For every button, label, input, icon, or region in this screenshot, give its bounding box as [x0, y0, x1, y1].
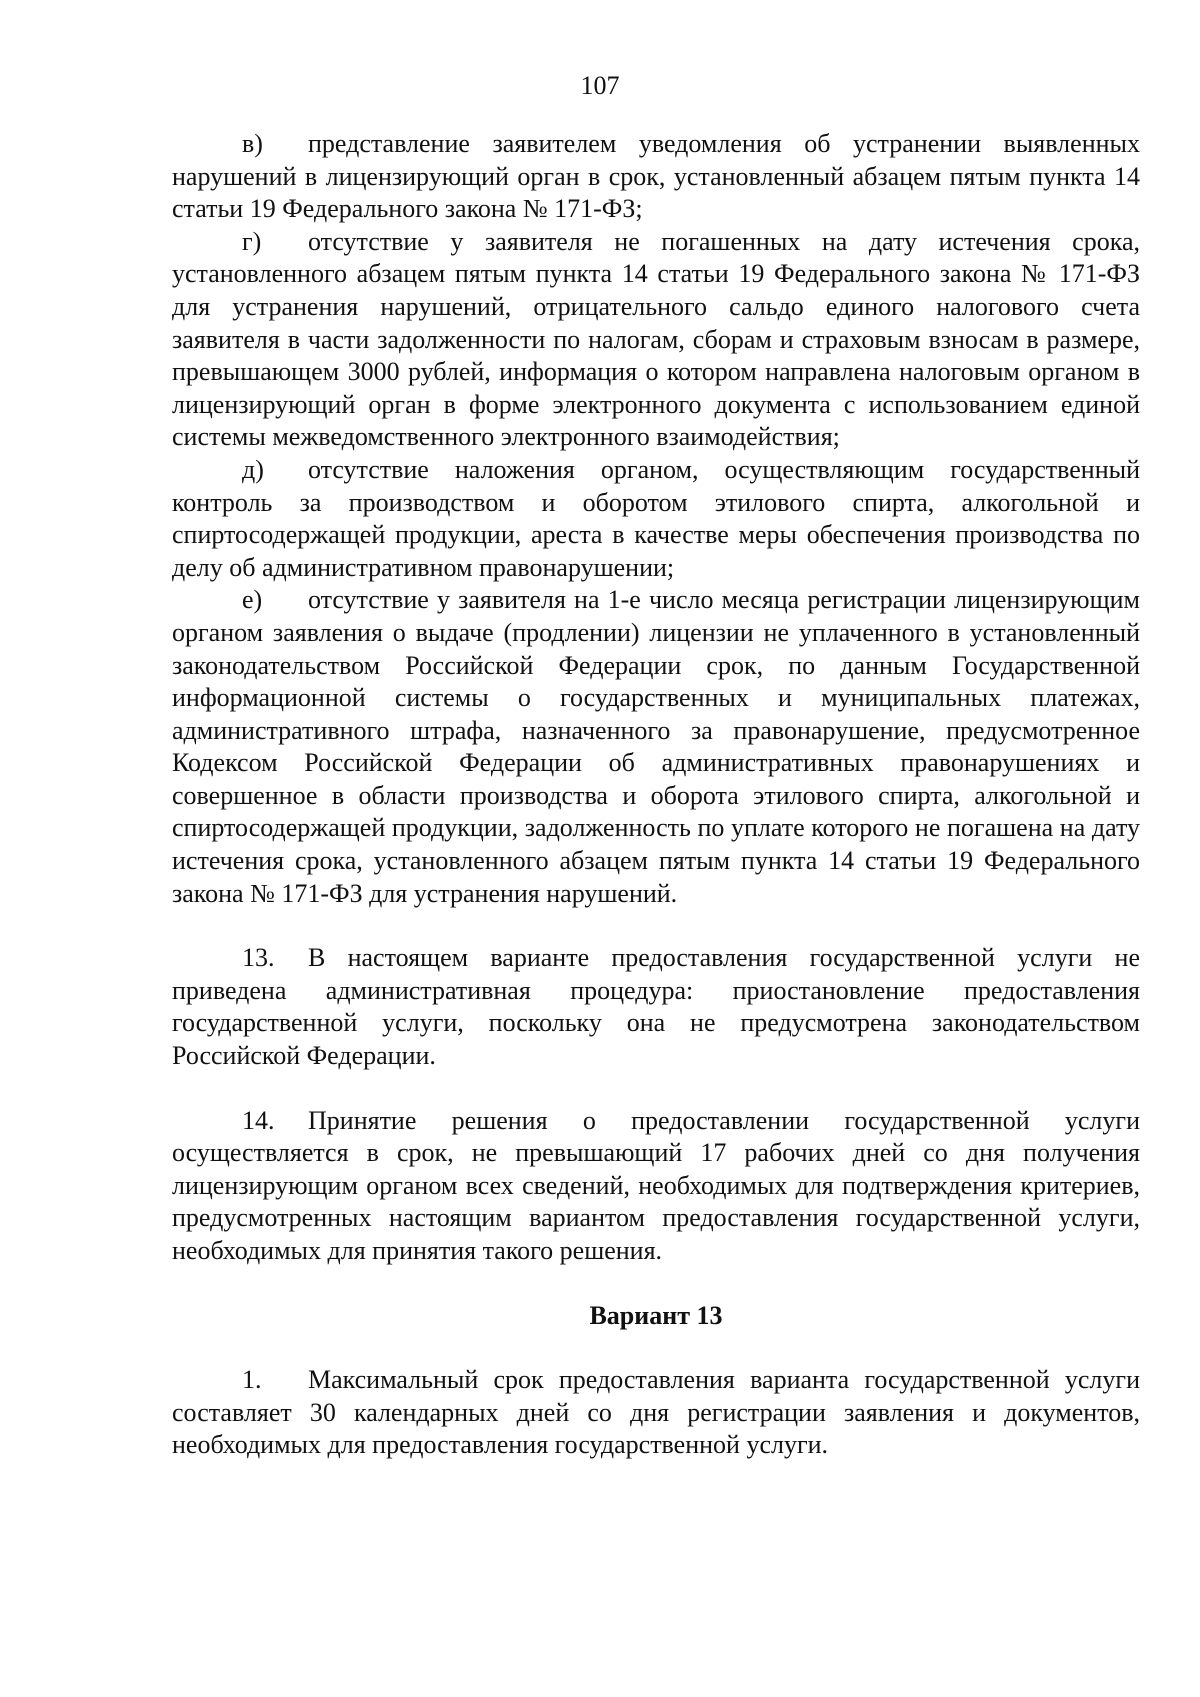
- paragraph-14: [172, 1105, 1140, 1268]
- paragraph-spacer: [172, 1332, 1140, 1364]
- paragraph-g: [172, 226, 1140, 454]
- paragraph-text: Максимальный срок предоставления варианта государственной услуги составляет 30 календарных дней со дня регистрации заявления и документов, необходимых для предоставления государственной услуги.: [172, 1365, 1140, 1460]
- paragraph-text: отсутствие у заявителя не погашенных на дату истечения срока, установленного абзацем пятым пункта 14 статьи 19 Федерального закона № 171-ФЗ для устранения нарушений, отрицательного сальдо единого налогового счета заявителя в части задолженности по налогам, сборам и страховым взносам в размере, превышающем 3000 рублей, информация о котором направлена налоговым органом в лицензирующий орган в форме электронного документа с использованием единой системы межведомственного электронного взаимодействия;: [172, 226, 1140, 452]
- paragraph-spacer: [172, 1073, 1140, 1105]
- paragraph-marker: в): [242, 129, 263, 158]
- paragraph-d: [172, 454, 1140, 584]
- paragraph-marker: 13.: [242, 943, 275, 973]
- paragraph-text: Принятие решения о предоставлении государственной услуги осуществляется в срок, не превышающий 17 рабочих дней со дня получения лицензирующим органом всех сведений, необходимых для подтверждения критериев, предусмотренных настоящим вариантом предоставления государственной услуги, необходимых для принятия такого решения.: [172, 1105, 1140, 1265]
- paragraph-spacer: [172, 910, 1140, 942]
- paragraph-marker: д): [242, 454, 264, 484]
- page-number: 107: [580, 71, 620, 100]
- paragraph-marker: 14.: [242, 1105, 275, 1135]
- document-body: [172, 128, 1140, 1462]
- paragraph-marker: г): [242, 226, 262, 256]
- paragraph-text: представление заявителем уведомления об устранении выявленных нарушений в лицензирующий орган в срок, установленный абзацем пятым пункта 14 статьи 19 Федерального закона № 171-ФЗ;: [172, 129, 1140, 224]
- paragraph-v: [172, 128, 1140, 226]
- paragraph-text: отсутствие у заявителя на 1-е число месяца регистрации лицензирующим органом заявления о выдаче (продлении) лицензии не уплаченного в установленный законодательством Российской Федерации срок, по данным Государственной информационной системы о государственных и муниципальных платежах, административного штрафа, назначенного за правонарушение, предусмотренное Кодексом Российской Федерации об административных правонарушениях и совершенное в области производства и оборота этилового спирта, алкогольной и спиртосодержащей продукции, задолженность по уплате которого не погашена на дату истечения срока, установленного абзацем пятым пункта 14 статьи 19 Федерального закона № 171-ФЗ для устранения нарушений.: [172, 585, 1140, 908]
- paragraph-e: [172, 584, 1140, 910]
- paragraph-marker: е): [242, 585, 263, 615]
- paragraph-13: [172, 942, 1140, 1072]
- paragraph-1: [172, 1364, 1140, 1462]
- paragraph-marker: 1.: [242, 1365, 262, 1395]
- section-heading: Вариант 13: [589, 1300, 723, 1330]
- paragraph-spacer: [172, 1268, 1140, 1300]
- paragraph-text: отсутствие наложения органом, осуществляющим государственный контроль за производством и оборотом этилового спирта, алкогольной и спиртосодержащей продукции, ареста в качестве меры обеспечения производства по делу об административном правонарушении;: [172, 454, 1140, 582]
- paragraph-text: В настоящем варианте предоставления государственной услуги не приведена административная процедура: приостановление предоставления государственной услуги, поскольку она не предусмотрена законодательством Российской Федерации.: [172, 943, 1140, 1071]
